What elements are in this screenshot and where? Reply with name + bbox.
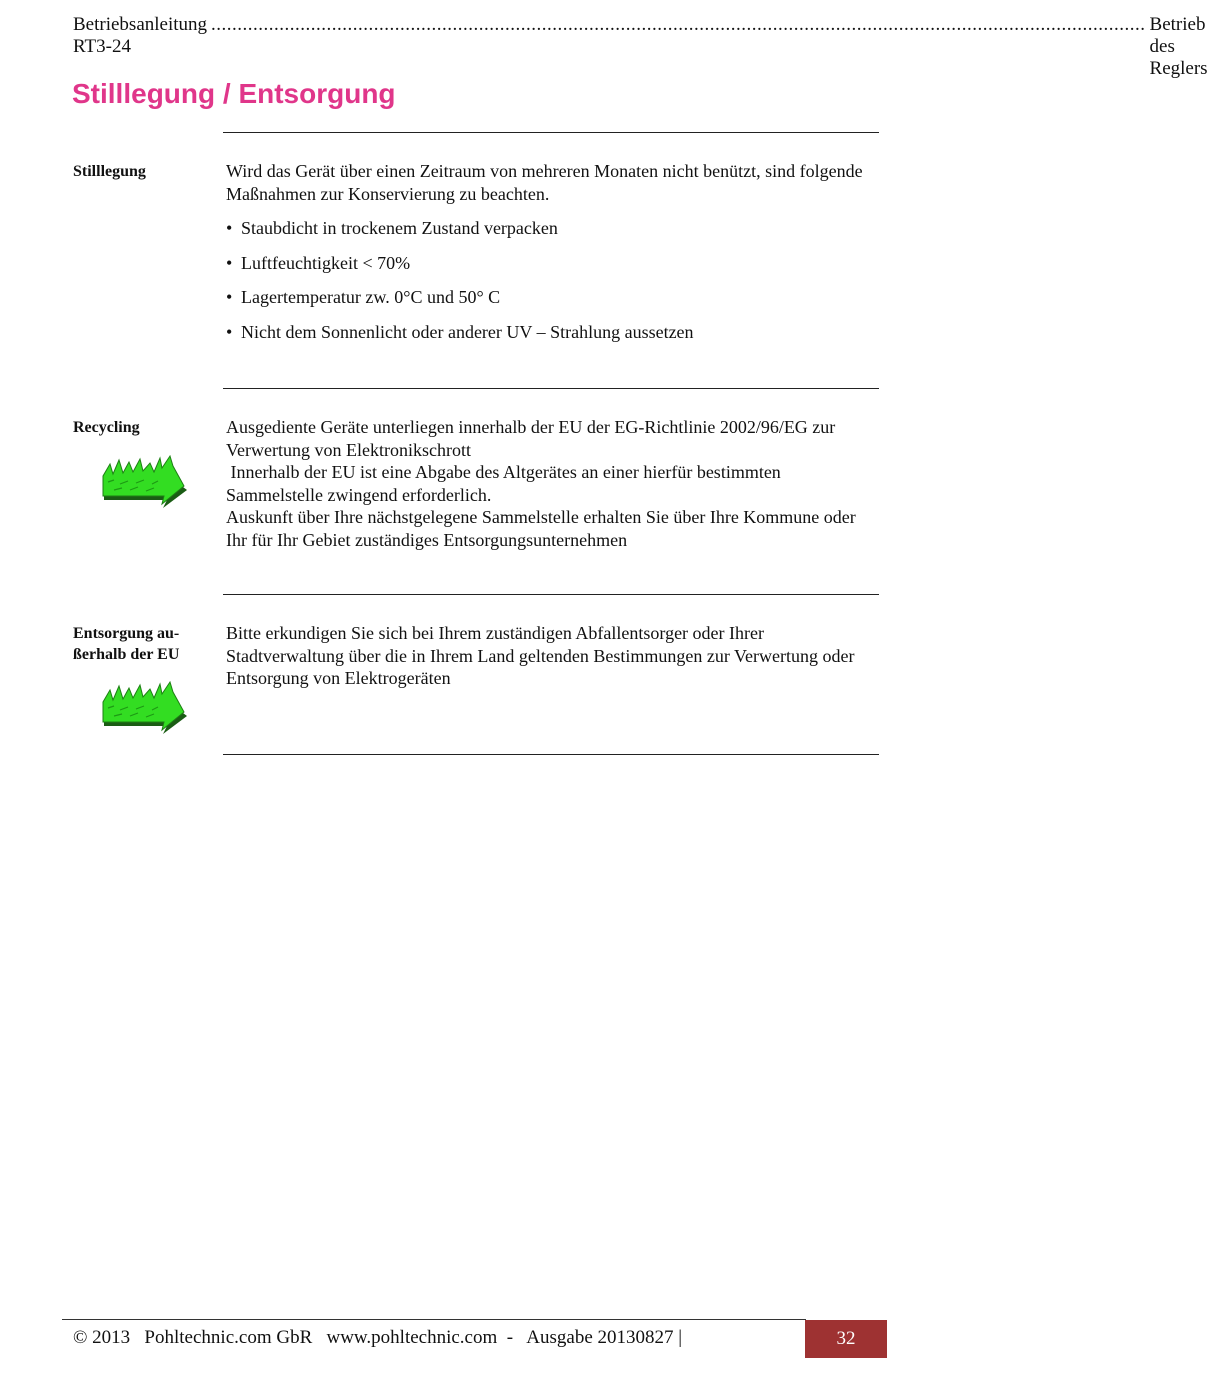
list-item: • Lagertemperatur zw. 0°C und 50° C xyxy=(226,286,881,309)
page-title: Stilllegung / Entsorgung xyxy=(72,78,396,109)
section-body-recycling xyxy=(226,416,881,551)
page-footer: © 2013 Pohltechnic.com GbR www.pohltechnic.com - Ausgabe 20130827 | xyxy=(73,1327,683,1348)
header-leader-dots: .................................................................................................................................................................................. xyxy=(211,14,1146,35)
recycling-collection-text: Innerhalb der EU ist eine Abgabe des Altgerätes an einer hierfür bestimmten Sammelstelle zwingend erforderlich. xyxy=(226,462,786,505)
divider xyxy=(223,132,879,133)
recycling-info-text: Auskunft über Ihre nächstgelegene Sammelstelle erhalten Sie über Ihre Kommune oder Ihr für Ihr Gebiet zuständiges Entsorgungsunternehmen xyxy=(226,507,856,550)
list-item: • Nicht dem Sonnenlicht oder anderer UV – Strahlung aussetzen xyxy=(226,321,881,344)
page-number-badge xyxy=(805,1320,887,1358)
section-label-recycling: Recycling xyxy=(73,419,140,436)
label-line: Entsorgung au- xyxy=(73,625,180,642)
section-label-entsorgung xyxy=(73,623,203,665)
divider xyxy=(223,754,879,755)
header-chapter-title: Betrieb des Reglers xyxy=(1149,14,1208,79)
section-body-stilllegung xyxy=(226,160,881,343)
section-body-entsorgung xyxy=(226,622,881,690)
stilllegung-intro: Wird das Gerät über einen Zeitraum von mehreren Monaten nicht benützt, sind folgende Maßnahmen zur Konservierung zu beachten. xyxy=(226,161,863,204)
green-arrow-icon xyxy=(100,454,188,508)
divider xyxy=(223,388,879,389)
label-line: ßerhalb der EU xyxy=(73,646,180,663)
footer-divider xyxy=(62,1319,806,1320)
stilllegung-bullet-list xyxy=(226,217,881,343)
list-item: • Staubdicht in trockenem Zustand verpacken xyxy=(226,217,881,240)
section-label-stilllegung: Stilllegung xyxy=(73,163,146,180)
page-number: 32 xyxy=(836,1328,856,1349)
header-document-title: Betriebsanleitung RT3-24 xyxy=(73,14,208,57)
green-arrow-icon xyxy=(100,680,188,734)
recycling-directive-text: Ausgediente Geräte unterliegen innerhalb der EU der EG-Richtlinie 2002/96/EG zur Verwertung von Elektronikschrott xyxy=(226,417,836,460)
list-item: • Luftfeuchtigkeit < 70% xyxy=(226,252,881,275)
page-header xyxy=(73,14,1208,80)
entsorgung-text: Bitte erkundigen Sie sich bei Ihrem zuständigen Abfallentsorger oder Ihrer Stadtverwaltung über die in Ihrem Land geltenden Bestimmungen zur Verwertung oder Entsorgung von Elektrogeräten xyxy=(226,623,855,688)
divider xyxy=(223,594,879,595)
